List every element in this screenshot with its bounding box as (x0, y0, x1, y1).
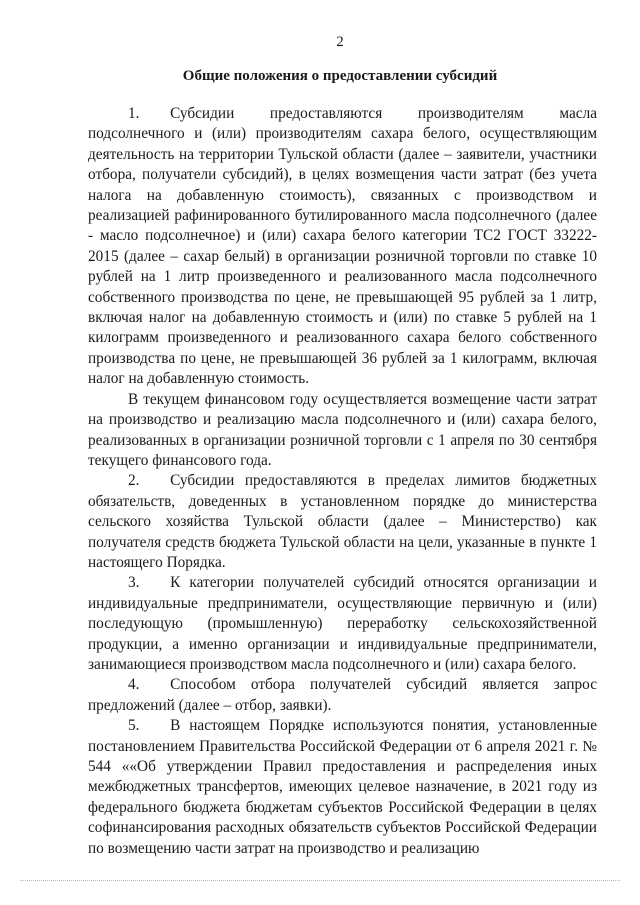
scan-artifact-line (20, 880, 620, 884)
paragraph-1-continued: В текущем финансовом году осуществляется возмещение части затрат на производство и реализацию масла подсолнечного и (или) сахара белого, реализованных в организации розничной торговли с 1 апреля по 30 сентября текущего финансового года. (88, 390, 597, 469)
paragraph-5: 5. В настоящем Порядке используются понятия, установленные постановлением Правительства Российской Федерации от 6 апреля 2021 г. № 544 ««Об утверждении Правил предоставления и распределения иных межбюджетных трансфертов, имеющих целевое назначение, в 2021 году из федерального бюджета бюджетам субъектов Российской Федерации в целях софинансирования расходных обязательств субъектов Российской Федерации по возмещению части затрат на производство и реализацию (88, 717, 597, 857)
paragraph-3: 3. К категории получателей субсидий относятся организации и индивидуальные предприниматели, осуществляющие первичную и (или) последующую (промышленную) переработку сельскохозяйственной продукции, а именно организации и индивидуальные предприниматели, занимающиеся производством масла подсолнечного и (или) сахара белого. (88, 574, 597, 673)
paragraph-2: 2. Субсидии предоставляются в пределах лимитов бюджетных обязательств, доведенных в установленном порядке до министерства сельского хозяйства Тульской области (далее – Министерство) как получателя средств бюджета Тульской области на цели, указанные в пункте 1 настоящего Порядка. (88, 472, 597, 571)
paragraph-4: 4. Способом отбора получателей субсидий является запрос предложений (далее – отбор, заявки). (88, 676, 597, 714)
paragraph-1: 1. Субсидии предоставляются производителям масла подсолнечного и (или) производителям сахара белого, осуществляющим деятельность на территории Тульской области (далее – заявители, участники отбора, получатели субсидий), в целях возмещения части затрат (без учета налога на добавленную стоимость), связанных с производством и реализацией рафинированного бутилированного масла подсолнечного (далее - масло подсолнечное) и (или) сахара белого категории ТС2 ГОСТ 33222-2015 (далее – сахар белый) в организации розничной торговли по ставке 10 рублей на 1 литр произведенного и реализованного масла подсолнечного собственного производства по цене, не превышающей 95 рублей за 1 литр, включая налог на добавленную стоимость и (или) по ставке 5 рублей на 1 килограмм произведенного и реализованного сахара белого собственного производства по цене, не превышающей 36 рублей за 1 килограмм, включая налог на добавленную стоимость. (88, 105, 597, 388)
page-number: 2 (336, 34, 344, 50)
section-heading: Общие положения о предоставлении субсидий (182, 68, 498, 84)
body-text (88, 104, 597, 859)
